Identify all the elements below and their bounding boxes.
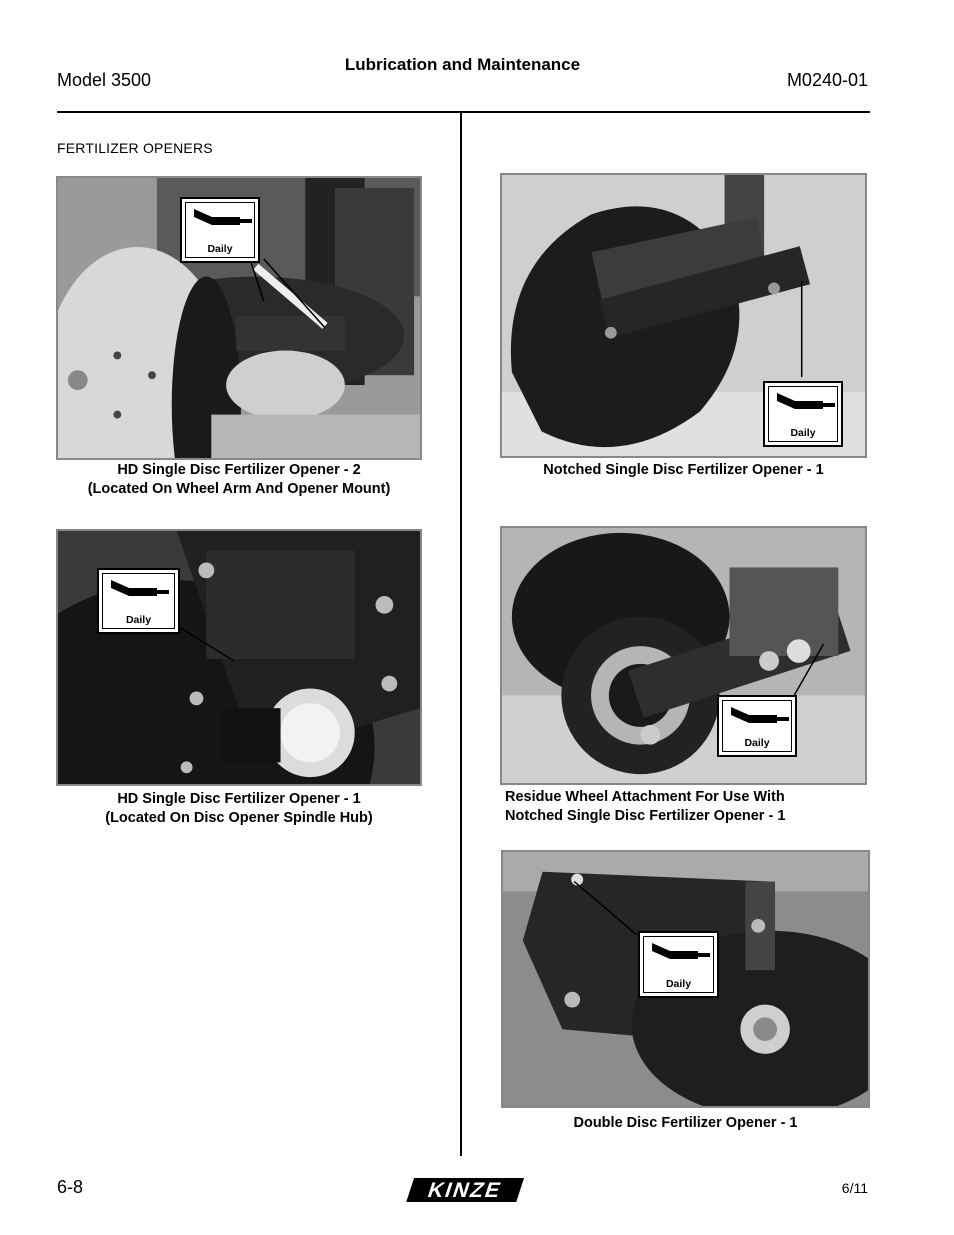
caption-line: (Located On Wheel Arm And Opener Mount) <box>87 481 391 497</box>
header-model: Model 3500 <box>57 70 152 90</box>
revision-date: 6/11 <box>841 1180 868 1196</box>
caption-double-disc <box>501 1114 870 1133</box>
daily-lube-icon-3 <box>763 381 843 447</box>
caption-hd-single-disc-1 <box>56 790 422 828</box>
daily-label: Daily <box>744 737 770 749</box>
caption-line: Residue Wheel Attachment For Use With <box>505 789 785 805</box>
grease-gun-icon <box>773 389 837 415</box>
daily-label: Daily <box>207 243 233 255</box>
caption-hd-single-disc-2 <box>56 461 422 499</box>
column-divider <box>460 113 462 1156</box>
header-title: Lubrication and Maintenance <box>344 55 581 74</box>
header-doc-number: M0240-01 <box>786 70 868 90</box>
caption-line: HD Single Disc Fertilizer Opener - 2 <box>117 462 361 478</box>
daily-label: Daily <box>125 614 152 626</box>
daily-label: Daily <box>665 978 692 990</box>
grease-gun-icon <box>648 939 712 965</box>
grease-gun-icon <box>727 703 791 729</box>
caption-line: HD Single Disc Fertilizer Opener - 1 <box>117 791 361 807</box>
page-number: 6-8 <box>57 1177 84 1197</box>
grease-gun-icon <box>190 205 254 231</box>
caption-notched-single-disc <box>500 461 867 480</box>
kinze-logo <box>402 1172 524 1208</box>
caption-line: (Located On Disc Opener Spindle Hub) <box>105 810 373 826</box>
header-rule <box>57 111 870 113</box>
caption-line: Double Disc Fertilizer Opener - 1 <box>573 1115 798 1131</box>
daily-lube-icon-2 <box>97 568 180 634</box>
daily-lube-icon-1 <box>180 197 260 263</box>
daily-label: Daily <box>790 427 816 439</box>
caption-residue-wheel <box>505 788 865 826</box>
photo-residue-wheel <box>500 526 867 785</box>
daily-lube-icon-5 <box>638 931 719 998</box>
section-title: FERTILIZER OPENERS <box>57 140 213 156</box>
daily-lube-icon-4 <box>717 695 797 757</box>
caption-line: Notched Single Disc Fertilizer Opener - 1 <box>543 462 824 478</box>
caption-line: Notched Single Disc Fertilizer Opener - 1 <box>505 808 786 824</box>
grease-gun-icon <box>107 576 171 602</box>
kinze-logo-text: KINZE <box>424 1178 506 1202</box>
